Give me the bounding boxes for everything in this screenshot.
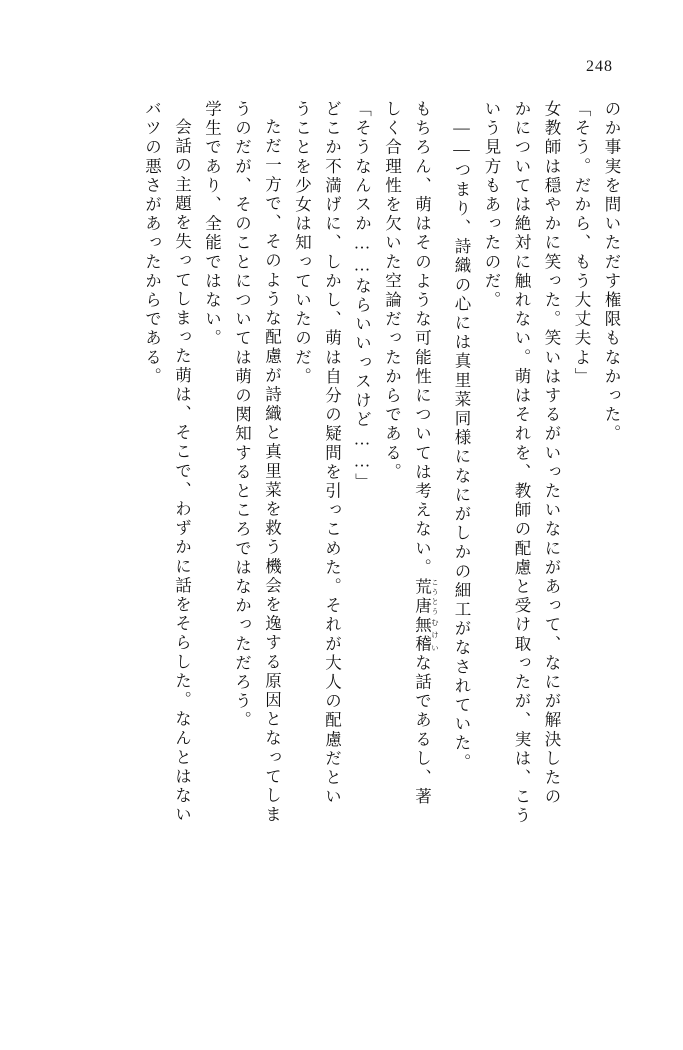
text-line: 学生であり、全能ではない。 xyxy=(202,100,222,349)
ruby-line-after: な話であるし、著 xyxy=(412,653,432,807)
text-line: バツの悪さがあったからである。 xyxy=(142,100,162,387)
ruby-text-2: むけい xyxy=(430,615,440,654)
text-line: 女教師は穏やかに笑った。笑いはするがいったいなにがあって、なにが解決したの xyxy=(542,100,561,807)
ruby-group-2 xyxy=(412,615,440,654)
ruby-line-before: もちろん、萌はそのような可能性については考えない。 xyxy=(412,100,432,578)
ruby-base-2: 無稽 xyxy=(412,615,432,654)
text-line: 会話の主題を失ってしまった萌は、そこで、わずかに話をそらした。なんとはない xyxy=(172,118,192,825)
text-line: うことを少女は知っていたのだ。 xyxy=(292,100,312,387)
text-line: いう見方もあったのだ。 xyxy=(482,100,501,311)
ruby-base-1: 荒唐 xyxy=(412,577,432,616)
text-line: 「そうなんスか……ならいいっスけど……」 xyxy=(352,100,372,492)
text-line: しく合理性を欠いた空論だったからである。 xyxy=(382,100,402,482)
text-line: うのだが、そのことについては萌の関知するところではなかっただろう。 xyxy=(232,100,252,731)
text-line: ——つまり、詩織の心には真里菜同様になにがしかの細工がなされていた。 xyxy=(452,118,471,773)
page-number: 248 xyxy=(586,58,613,75)
text-line: 「そう。だから、もう大丈夫よ」 xyxy=(572,100,591,387)
text-line: どこか不満げに、しかし、萌は自分の疑問を引っこめた。それが大人の配慮だとい xyxy=(322,100,342,807)
ruby-text-1: こうとう xyxy=(430,577,440,616)
body-text-block xyxy=(60,100,619,980)
text-line: のか事実を問いただす権限もなかった。 xyxy=(602,100,621,444)
text-line: ただ一方で、そのような配慮が詩織と真里菜を救う機会を逸する原因となってしま xyxy=(262,118,282,825)
text-line: かについては絶対に触れない。萌はそれを、教師の配慮と受け取ったが、実は、こう xyxy=(512,100,531,826)
text-line-with-ruby xyxy=(413,100,439,980)
ruby-group-1 xyxy=(412,577,440,616)
